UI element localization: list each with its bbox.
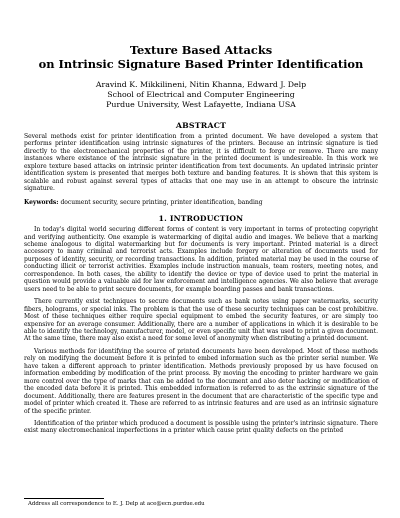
keywords	[24, 199, 378, 206]
intro-paragraph-3: Various methods for identifying the source of printed documents have been developed. Most of these methods rely on modifying the document before it is printed to embed information such as the printer serial number. We have taken a different approach to printer identification. Methods previously proposed by us have focused on information embedding by modification of the print process. By moving the encoding to printer hardware we gain more control over the type of marks that can be added to the document and also deter hacking or modification of the encoded data before it is printed. This embedded information is referred to as the extrinsic signature of the document. Additionally, there are features present in the document that are characteristic of the specific type and model of printer which created it. These are referred to as intrinsic features and are used as an intrinsic signature of the specific printer.	[24, 347, 378, 415]
title-line-2: on Intrinsic Signature Based Printer Identification	[38, 56, 364, 71]
intro-paragraph-4: Identification of the printer which produced a document is possible using the printer's intrinsic signature. There exist many electromechanical imperfections in a printer which cause print quality defects on the printed	[24, 419, 378, 435]
keywords-text: document security, secure printing, printer identification, banding	[60, 198, 263, 206]
intro-paragraph-1: In today's digital world securing different forms of content is very important in terms of protecting copyright and verifying authenticity. One example is watermarking of digital audio and images. We believe that a marking scheme analogous to digital watermarking but for documents is very important. Printed material is a direct accessory to many criminal and terrorist acts. Examples include forgery or alteration of documents used for purposes of identity, security, or recording transactions. In addition, printed material may be used in the course of conducting illicit or terrorist activities. Examples include instruction manuals, team rosters, meeting notes, and correspondence. In both cases, the ability to identify the device or type of device used to print the material in question would provide a valuable aid for law enforcement and intelligence agencies. We also believe that average users need to be able to print secure documents, for example boarding passes and bank transactions.	[24, 226, 378, 293]
abstract-text: Several methods exist for printer identification from a printed document. We have developed a system that performs printer identification using intrinsic signatures of the printers. Because an intrinsic signature is tied directly to the electromechanical properties of the printer, it is difficult to forge or remove. There are many instances where existance of the intrinsic signature in the printed document is undesireable. In this work we explore texture based attacks on intrinsic printer identification from text documents. An updated intrinsic printer identification system is presented that merges both texture and banding features. It is shown that this system is scalable and robust against several types of attacks that one may use in an attempt to obscure the intrinsic signature.	[24, 133, 378, 193]
section-heading-introduction: 1. INTRODUCTION	[158, 214, 244, 224]
paper-title	[24, 44, 378, 71]
intro-paragraph-2: There currently exist techniques to secure documents such as bank notes using paper watermarks, security fibers, holograms, or special inks. The problem is that the use of these security techniques can be cost prohibitive. Most of these techniques either require special equipment to embed the security features, or are simply too expensive for an average consumer. Additionally, there are a number of applications in which it is desirable to be able to identify the technology, manufacturer, model, or even specific unit that was used to print a given document. At the same time, there may also exist a need for some level of anonymity when distributing a printed document.	[24, 298, 378, 343]
footnote-rule	[24, 498, 104, 499]
affiliation-line-1: School of Electrical and Computer Engineering	[107, 90, 295, 99]
affiliation-line-2: Purdue University, West Lafayette, Indiana USA	[106, 100, 296, 109]
abstract-heading: ABSTRACT	[175, 121, 227, 130]
keywords-label: Keywords:	[24, 198, 59, 206]
footnote: Address all correspondence to E. J. Delp at ace@ecn.purdue.edu	[28, 501, 205, 507]
author-list: Aravind K. Mikkilineni, Nitin Khanna, Edward J. Delp	[95, 80, 307, 89]
title-line-1: Texture Based Attacks	[129, 43, 273, 57]
